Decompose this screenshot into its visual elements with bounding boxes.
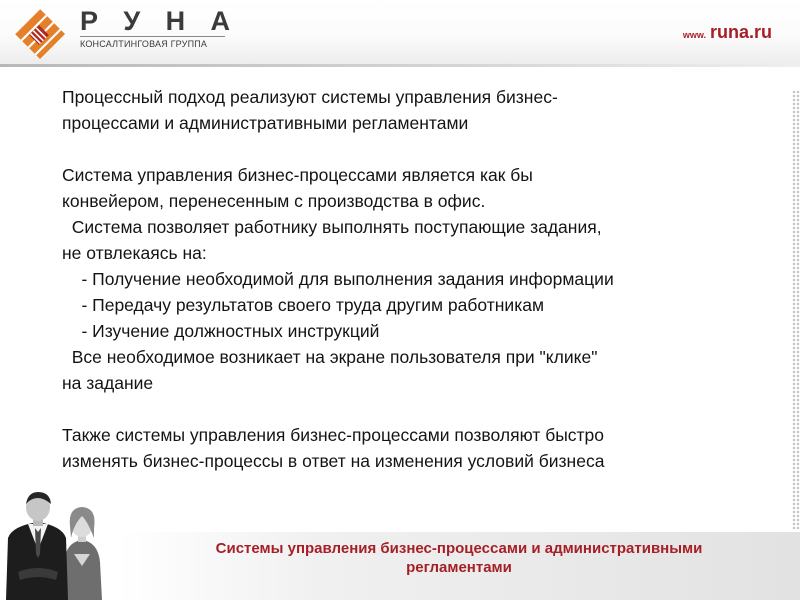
body-line: Также системы управления бизнес-процессами позволяют быстро [62,425,605,445]
slide-title [118,539,800,577]
site-prefix: www. [682,30,706,40]
logo-letter: У [123,6,141,36]
logo-letter: А [210,6,230,36]
site-link[interactable] [683,22,772,44]
list-item: - Передачу результатов своего труда другим работникам [62,295,545,315]
business-people-photo [4,492,116,600]
body-line: конвейером, перенесенным с производства в офис. [62,191,486,211]
list-item: - Изучение должностных инструкций [62,321,380,341]
runa-logo-icon [14,8,66,60]
body-line: процессами и административными регламентами [62,113,469,133]
header-divider [0,64,800,67]
site-domain: runa.ru [709,22,772,42]
slide-title-line: регламентами [406,559,512,576]
logo-letter: Н [165,6,186,36]
body-line: изменять бизнес-процессы в ответ на изменения условий бизнеса [62,451,605,471]
list-item: - Получение необходимой для выполнения задания информации [62,269,614,289]
body-line: Система управления бизнес-процессами является как бы [62,165,533,185]
body-line: не отвлекаясь на: [62,243,207,263]
slide-body [62,84,774,474]
logo-subtitle: КОНСАЛТИНГОВАЯ ГРУППА [80,39,208,49]
logo-letter: Р [80,6,99,36]
body-line: Все необходимое возникает на экране пользователя при "клике" [62,347,598,367]
paragraph-gap [62,396,774,422]
slide-title-line: Системы управления бизнес-процессами и административными [215,540,703,557]
logo-title [80,6,230,36]
body-line: на задание [62,373,154,393]
paragraph-gap [62,136,774,162]
logo-rule [80,36,225,37]
decorative-dot-strip [792,90,800,530]
body-line: Процессный подход реализуют системы управления бизнес- [62,87,558,107]
body-line: Система позволяет работнику выполнять поступающие задания, [62,217,602,237]
